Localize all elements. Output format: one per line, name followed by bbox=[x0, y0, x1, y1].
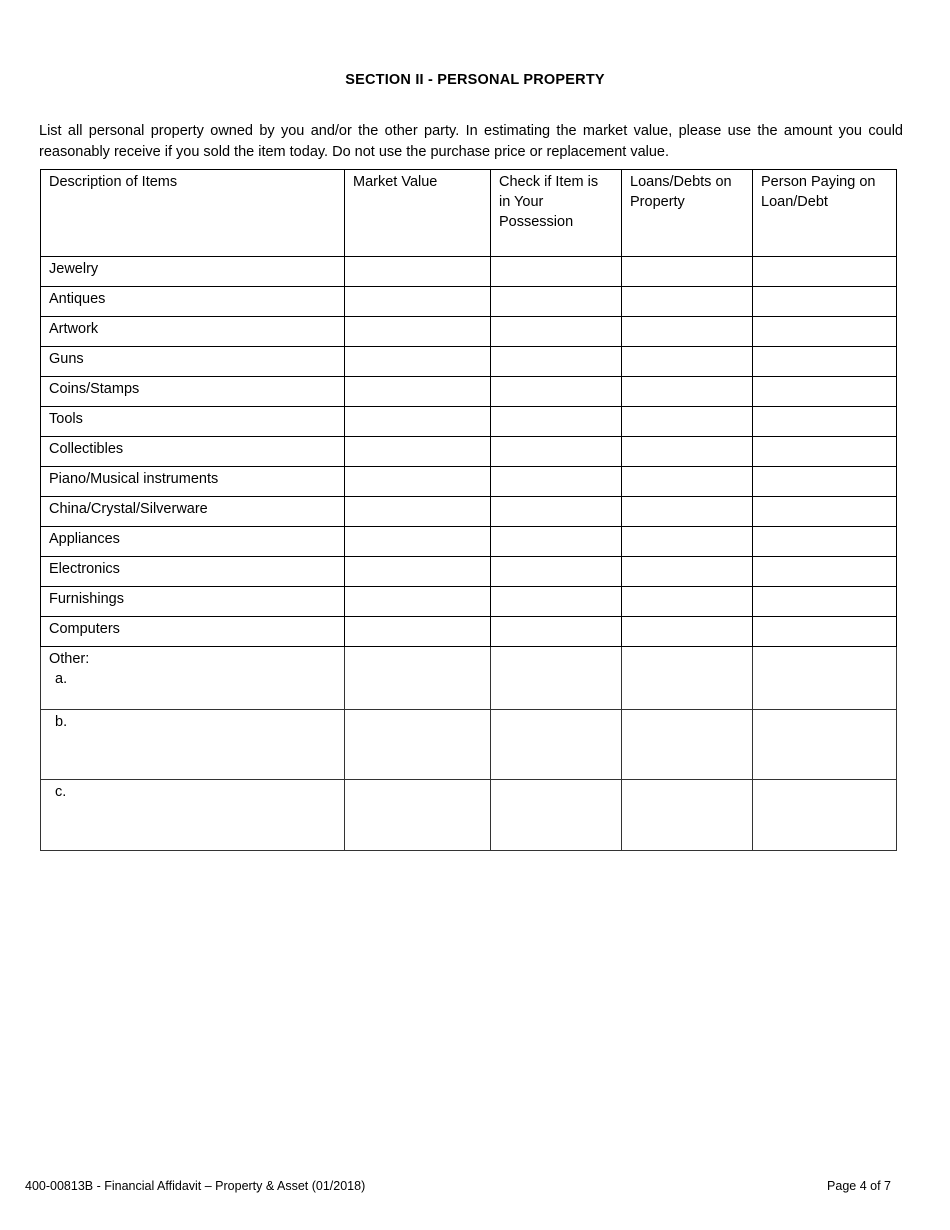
loans-debts-cell[interactable] bbox=[622, 780, 753, 851]
loans-debts-cell[interactable] bbox=[622, 377, 753, 407]
table-row-other-b bbox=[41, 710, 897, 780]
loans-debts-cell[interactable] bbox=[622, 647, 753, 710]
loans-debts-cell[interactable] bbox=[622, 347, 753, 377]
table-row bbox=[41, 467, 897, 497]
person-paying-cell[interactable] bbox=[753, 317, 897, 347]
item-description: Guns bbox=[41, 347, 345, 377]
table-row-other-a bbox=[41, 647, 897, 710]
item-description: China/Crystal/Silverware bbox=[41, 497, 345, 527]
loans-debts-cell[interactable] bbox=[622, 497, 753, 527]
possession-cell[interactable] bbox=[491, 467, 622, 497]
table-row bbox=[41, 347, 897, 377]
table-row-other-c bbox=[41, 780, 897, 851]
person-paying-cell[interactable] bbox=[753, 467, 897, 497]
market-value-cell[interactable] bbox=[345, 317, 491, 347]
market-value-cell[interactable] bbox=[345, 347, 491, 377]
market-value-cell[interactable] bbox=[345, 557, 491, 587]
person-paying-cell[interactable] bbox=[753, 407, 897, 437]
person-paying-cell[interactable] bbox=[753, 587, 897, 617]
loans-debts-cell[interactable] bbox=[622, 527, 753, 557]
header-possession: Check if Item is in Your Possession bbox=[491, 170, 622, 257]
item-description: Piano/Musical instruments bbox=[41, 467, 345, 497]
possession-cell[interactable] bbox=[491, 437, 622, 467]
other-b-description[interactable] bbox=[41, 710, 345, 780]
possession-cell[interactable] bbox=[491, 647, 622, 710]
footer-page-number: Page 4 of 7 bbox=[827, 1179, 891, 1193]
loans-debts-cell[interactable] bbox=[622, 617, 753, 647]
market-value-cell[interactable] bbox=[345, 527, 491, 557]
possession-cell[interactable] bbox=[491, 317, 622, 347]
loans-debts-cell[interactable] bbox=[622, 710, 753, 780]
possession-cell[interactable] bbox=[491, 710, 622, 780]
item-description: Artwork bbox=[41, 317, 345, 347]
table-row bbox=[41, 437, 897, 467]
market-value-cell[interactable] bbox=[345, 437, 491, 467]
header-loans-debts: Loans/Debts on Property bbox=[622, 170, 753, 257]
loans-debts-cell[interactable] bbox=[622, 407, 753, 437]
table-row bbox=[41, 287, 897, 317]
person-paying-cell[interactable] bbox=[753, 437, 897, 467]
loans-debts-cell[interactable] bbox=[622, 467, 753, 497]
loans-debts-cell[interactable] bbox=[622, 317, 753, 347]
item-description: Tools bbox=[41, 407, 345, 437]
table-row bbox=[41, 257, 897, 287]
possession-cell[interactable] bbox=[491, 557, 622, 587]
table-row bbox=[41, 527, 897, 557]
possession-cell[interactable] bbox=[491, 257, 622, 287]
possession-cell[interactable] bbox=[491, 407, 622, 437]
market-value-cell[interactable] bbox=[345, 467, 491, 497]
other-b-label: b. bbox=[55, 714, 68, 730]
market-value-cell[interactable] bbox=[345, 780, 491, 851]
table-row bbox=[41, 587, 897, 617]
market-value-cell[interactable] bbox=[345, 377, 491, 407]
header-description: Description of Items bbox=[41, 170, 345, 257]
person-paying-cell[interactable] bbox=[753, 347, 897, 377]
item-description: Coins/Stamps bbox=[41, 377, 345, 407]
item-description: Electronics bbox=[41, 557, 345, 587]
loans-debts-cell[interactable] bbox=[622, 287, 753, 317]
loans-debts-cell[interactable] bbox=[622, 557, 753, 587]
market-value-cell[interactable] bbox=[345, 407, 491, 437]
possession-cell[interactable] bbox=[491, 377, 622, 407]
person-paying-cell[interactable] bbox=[753, 780, 897, 851]
market-value-cell[interactable] bbox=[345, 710, 491, 780]
personal-property-table bbox=[40, 169, 897, 851]
person-paying-cell[interactable] bbox=[753, 377, 897, 407]
market-value-cell[interactable] bbox=[345, 497, 491, 527]
loans-debts-cell[interactable] bbox=[622, 587, 753, 617]
market-value-cell[interactable] bbox=[345, 617, 491, 647]
other-c-label: c. bbox=[55, 784, 67, 800]
market-value-cell[interactable] bbox=[345, 647, 491, 710]
possession-cell[interactable] bbox=[491, 497, 622, 527]
item-description: Jewelry bbox=[41, 257, 345, 287]
footer-form-id: 400-00813B - Financial Affidavit – Property & Asset (01/2018) bbox=[25, 1179, 366, 1193]
loans-debts-cell[interactable] bbox=[622, 437, 753, 467]
person-paying-cell[interactable] bbox=[753, 647, 897, 710]
section-title: SECTION II - PERSONAL PROPERTY bbox=[345, 72, 605, 88]
market-value-cell[interactable] bbox=[345, 257, 491, 287]
table-header-row bbox=[41, 170, 897, 257]
table-row bbox=[41, 557, 897, 587]
possession-cell[interactable] bbox=[491, 617, 622, 647]
market-value-cell[interactable] bbox=[345, 287, 491, 317]
other-c-description[interactable] bbox=[41, 780, 345, 851]
possession-cell[interactable] bbox=[491, 780, 622, 851]
table-row bbox=[41, 497, 897, 527]
loans-debts-cell[interactable] bbox=[622, 257, 753, 287]
item-description: Antiques bbox=[41, 287, 345, 317]
header-person-paying: Person Paying on Loan/Debt bbox=[753, 170, 897, 257]
possession-cell[interactable] bbox=[491, 587, 622, 617]
table-row bbox=[41, 377, 897, 407]
table-row bbox=[41, 407, 897, 437]
intro-paragraph: List all personal property owned by you and/or the other party. In estimating the market value, please use the amount you could reasonably receive if you sold the item today. Do not use the purchase price or replacement value. bbox=[39, 122, 903, 160]
other-a-label: a. bbox=[55, 671, 68, 687]
possession-cell[interactable] bbox=[491, 527, 622, 557]
item-description: Computers bbox=[41, 617, 345, 647]
item-description: Appliances bbox=[41, 527, 345, 557]
possession-cell[interactable] bbox=[491, 347, 622, 377]
table-row bbox=[41, 317, 897, 347]
other-a-description[interactable] bbox=[41, 647, 345, 710]
person-paying-cell[interactable] bbox=[753, 287, 897, 317]
item-description: Collectibles bbox=[41, 437, 345, 467]
item-description: Furnishings bbox=[41, 587, 345, 617]
other-label: Other: bbox=[49, 651, 90, 667]
person-paying-cell[interactable] bbox=[753, 710, 897, 780]
table-row bbox=[41, 617, 897, 647]
person-paying-cell[interactable] bbox=[753, 257, 897, 287]
person-paying-cell[interactable] bbox=[753, 617, 897, 647]
person-paying-cell[interactable] bbox=[753, 497, 897, 527]
person-paying-cell[interactable] bbox=[753, 557, 897, 587]
possession-cell[interactable] bbox=[491, 287, 622, 317]
market-value-cell[interactable] bbox=[345, 587, 491, 617]
person-paying-cell[interactable] bbox=[753, 527, 897, 557]
header-market-value: Market Value bbox=[345, 170, 491, 257]
